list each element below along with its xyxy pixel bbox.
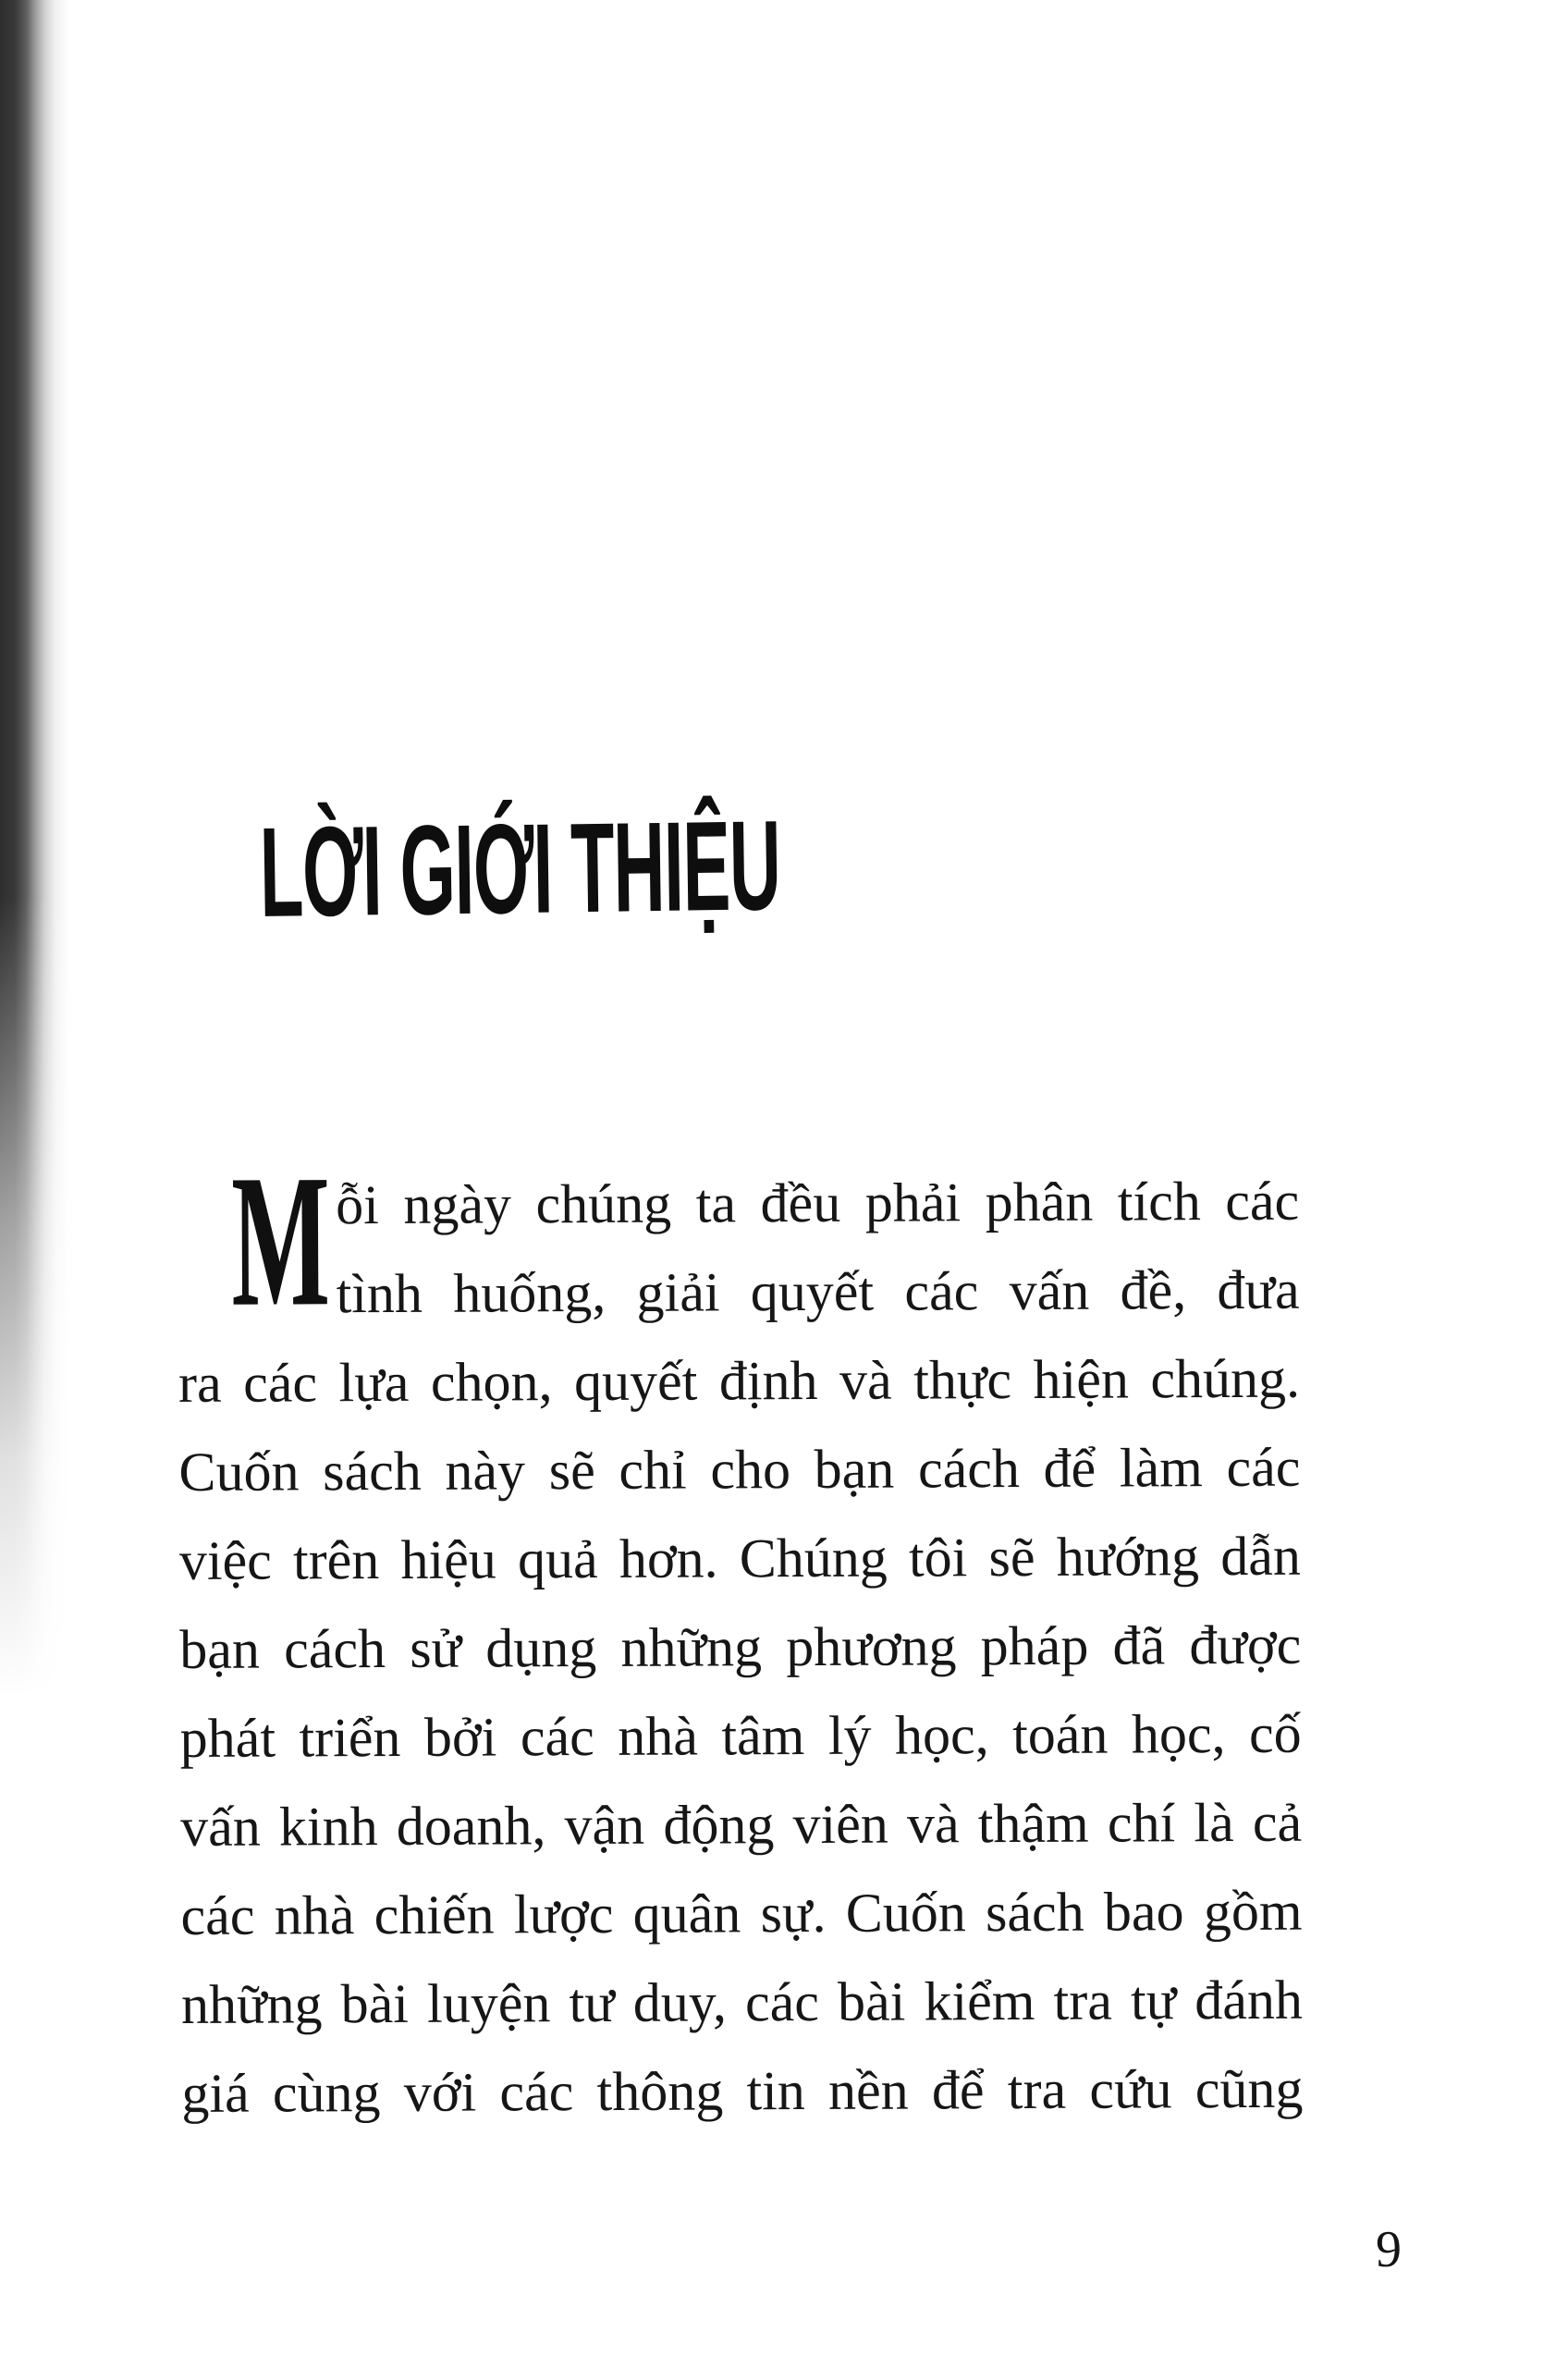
book-gutter-shadow	[0, 0, 102, 2356]
paragraph-line: ra các lựa chọn, quyết định và thực hiện chúng.	[178, 1347, 1301, 1414]
paragraph-line: bạn cách sử dụng những phương pháp đã được	[179, 1614, 1302, 1680]
paragraph-line: phát triển bởi các nhà tâm lý học, toán học, cố	[179, 1702, 1302, 1769]
paragraph-line: ỗi ngày chúng ta đều phải phân tích các	[336, 1170, 1300, 1236]
paragraph-line: Cuốn sách này sẽ chỉ cho bạn cách để làm các	[178, 1436, 1301, 1503]
chapter-title: LỜI GIỚI THIỆU	[258, 794, 781, 944]
paragraph-line: tình huống, giải quyết các vấn đề, đưa	[336, 1258, 1300, 1325]
paragraph-line: vấn kinh doanh, vận động viên và thậm chí là cả	[179, 1791, 1303, 1858]
paragraph-line: giá cùng với các thông tin nền để tra cứu cũng	[181, 2057, 1304, 2124]
body-paragraph	[178, 1135, 1304, 2138]
page-number: 9	[1376, 2221, 1402, 2278]
paragraph-line: việc trên hiệu quả hơn. Chúng tôi sẽ hướng dẫn	[178, 1525, 1302, 1591]
paragraph-line: các nhà chiến lược quân sự. Cuốn sách bao gồm	[180, 1880, 1303, 1946]
paragraph-line: những bài luyện tư duy, các bài kiểm tra tự đánh	[180, 1969, 1304, 2035]
drop-cap: M	[230, 1135, 331, 1346]
